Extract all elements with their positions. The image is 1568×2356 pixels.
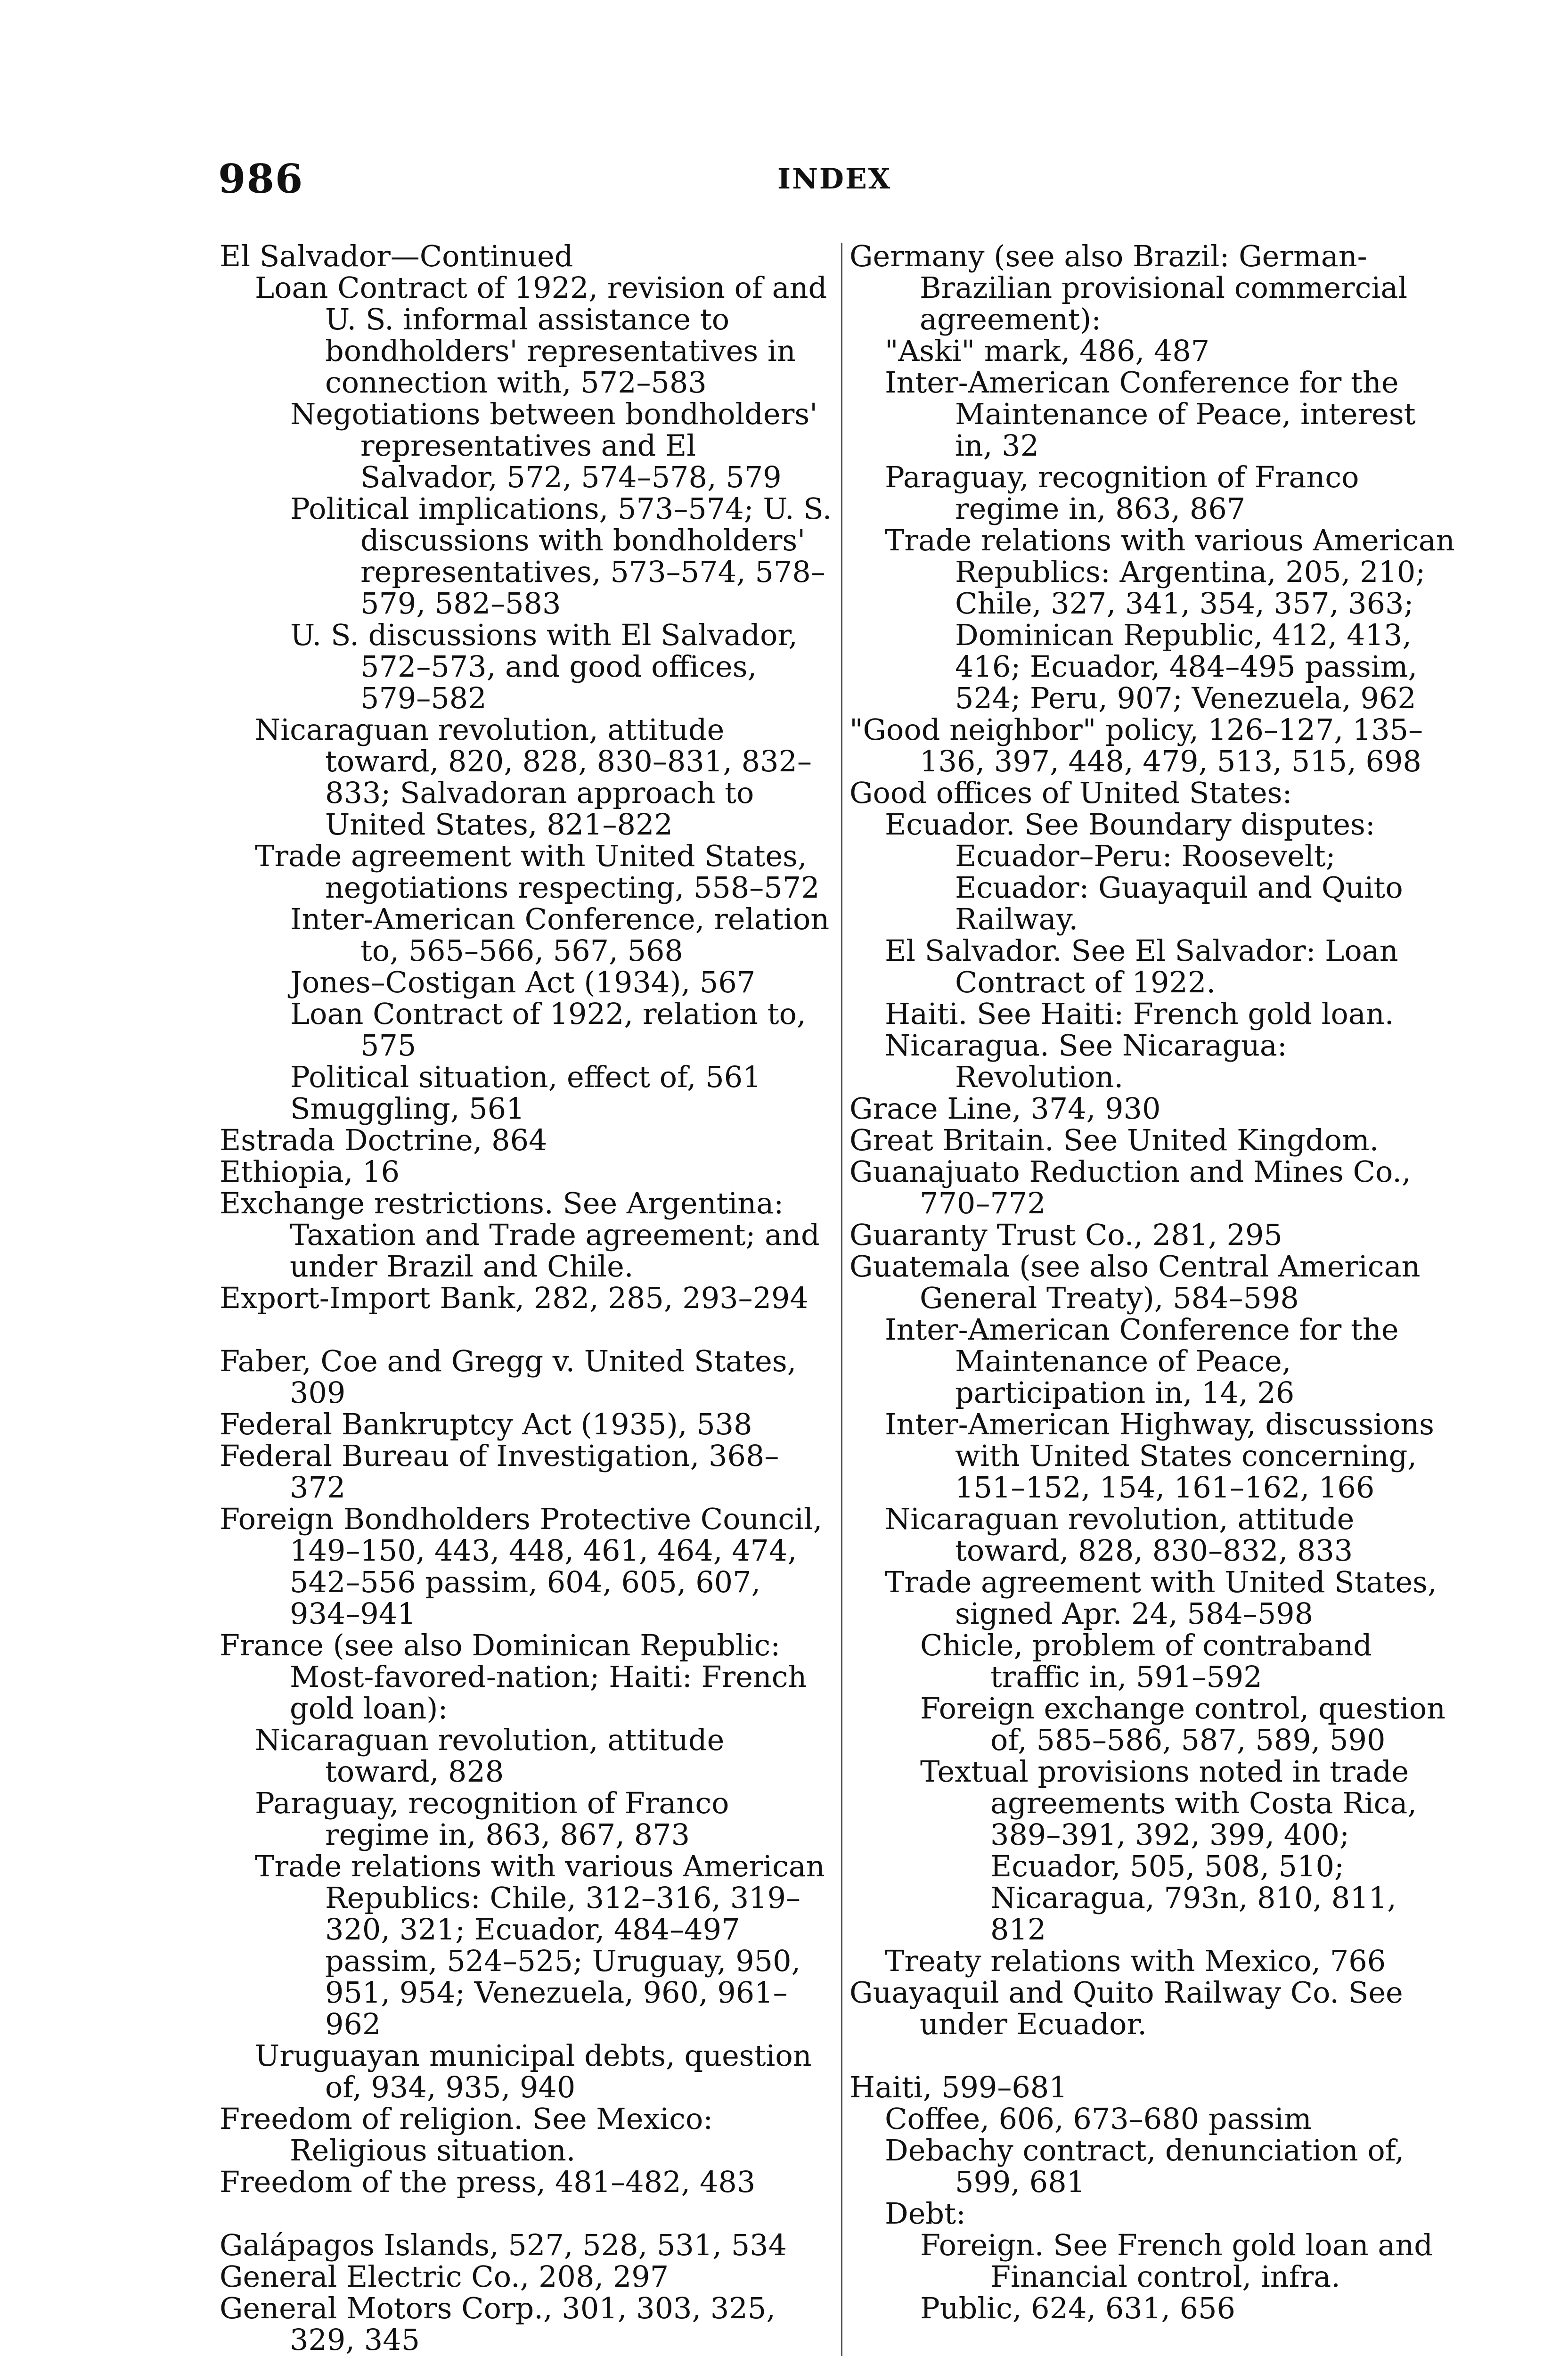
index-entry-text: Inter-American Highway, discussions with United States concerning, 151–152, 154, 161–162, 166 bbox=[885, 1407, 1444, 1505]
index-entry bbox=[849, 2071, 1457, 2103]
index-entry-text: Nicaragua. See Nicaragua: Revolution. bbox=[885, 1028, 1297, 1094]
index-entry-text: Guayaquil and Quito Railway Co. See under Ecuador. bbox=[849, 1975, 1413, 2041]
index-entry bbox=[220, 2261, 832, 2292]
index-entry-text: Political implications, 573–574; U. S. discussions with bondholders' representatives, 573–574, 578–579, 582–583 bbox=[290, 491, 841, 621]
index-entry-text: Negotiations between bondholders' representatives and El Salvador, 572, 574–578, 579 bbox=[290, 397, 827, 494]
index-entry bbox=[220, 619, 832, 714]
index-entry-text: France (see also Dominican Republic: Most-favored-nation; Haiti: French gold loan): bbox=[220, 1628, 817, 1726]
index-entry-text: Trade agreement with United States, negotiations respecting, 558–572 bbox=[255, 839, 820, 905]
page-number: 986 bbox=[218, 155, 304, 202]
index-entry bbox=[849, 2198, 1457, 2229]
index-entry bbox=[849, 1756, 1457, 1945]
running-title: INDEX bbox=[777, 163, 892, 196]
index-entry bbox=[220, 966, 832, 998]
index-entry-text: General Motors Corp., 301, 303, 325, 329, 345 bbox=[220, 2291, 785, 2356]
index-entry bbox=[849, 1566, 1457, 1629]
index-entry bbox=[849, 1408, 1457, 1503]
index-entry bbox=[220, 491, 841, 621]
index-entry bbox=[849, 1945, 1457, 1977]
index-entry-text: Trade agreement with United States, signed Apr. 24, 584–598 bbox=[885, 1565, 1446, 1631]
index-entry bbox=[220, 1629, 832, 1724]
index-entry-text: Ethiopia, 16 bbox=[220, 1154, 400, 1189]
index-entry-text: Foreign exchange control, question of, 585–586, 587, 589, 590 bbox=[920, 1691, 1455, 1757]
index-entry-text: Loan Contract of 1922, revision of and U. S. informal assistance to bondholders' representatives in connection with, 572–583 bbox=[255, 270, 836, 400]
index-entry-text: Textual provisions noted in trade agreements with Costa Rica, 389–391, 392, 399, 400; Ecuador, 505, 508, 510; Nicaragua, 793n, 810, 811, 812 bbox=[920, 1754, 1426, 1947]
index-entry bbox=[849, 1629, 1457, 1693]
index-entry-text: Debt: bbox=[885, 2196, 966, 2231]
index-entry bbox=[220, 902, 839, 968]
index-entry bbox=[220, 998, 832, 1061]
index-entry-text: Foreign. See French gold loan and Financial control, infra. bbox=[920, 2228, 1442, 2294]
index-entry-text: Export-Import Bank, 282, 285, 293–294 bbox=[220, 1281, 808, 1315]
index-entry bbox=[849, 240, 1457, 335]
index-entry-text: Smuggling, 561 bbox=[290, 1091, 525, 1126]
index-entry-text: "Good neighbor" policy, 126–127, 135–136, 397, 448, 479, 513, 515, 698 bbox=[849, 712, 1423, 778]
index-entry-text: U. S. discussions with El Salvador, 572–573, and good offices, 579–582 bbox=[290, 618, 807, 715]
index-entry bbox=[220, 714, 832, 840]
index-entry-text: Exchange restrictions. See Argentina: Taxation and Trade agreement; and under Brazil and Chile. bbox=[220, 1186, 829, 1284]
index-entry-text: Coffee, 606, 673–680 passim bbox=[885, 2102, 1312, 2136]
index-entry-text: Germany (see also Brazil: German-Brazilian provisional commercial agreement): bbox=[849, 239, 1417, 336]
index-entry-text: Nicaraguan revolution, attitude toward, 820, 828, 830–831, 832–833; Salvadoran approach to United States, 821–822 bbox=[255, 712, 812, 842]
index-entry bbox=[220, 1093, 832, 1124]
index-entry bbox=[220, 1440, 832, 1503]
index-entry-text: Treaty relations with Mexico, 766 bbox=[885, 1944, 1386, 1978]
index-entry bbox=[849, 1124, 1457, 1156]
index-entry-text: Ecuador. See Boundary disputes: Ecuador–Peru: Roosevelt; Ecuador: Guayaquil and Quito Railway. bbox=[885, 807, 1413, 936]
index-column-right bbox=[849, 239, 1464, 2325]
index-entry-text: Inter-American Conference for the Maintenance of Peace, interest in, 32 bbox=[885, 365, 1425, 463]
index-entry bbox=[849, 523, 1464, 715]
index-entry-text: Paraguay, recognition of Franco regime in, 863, 867, 873 bbox=[255, 1786, 739, 1852]
index-entry bbox=[220, 1850, 832, 2040]
index-entry bbox=[849, 809, 1457, 935]
index-entry-text: Freedom of the press, 481–482, 483 bbox=[220, 2165, 756, 2199]
index-entry bbox=[220, 1724, 832, 1787]
index-entry-text: General Electric Co., 208, 297 bbox=[220, 2259, 669, 2294]
index-entry-text: Galápagos Islands, 527, 528, 531, 534 bbox=[220, 2228, 787, 2262]
index-entry-text: Great Britain. See United Kingdom. bbox=[849, 1123, 1379, 1157]
index-entry-text: Federal Bureau of Investigation, 368–372 bbox=[220, 1439, 779, 1505]
index-entry bbox=[220, 1282, 832, 1314]
index-entry bbox=[849, 1156, 1457, 1219]
index-entry bbox=[849, 1030, 1457, 1093]
index-entry-text: Grace Line, 374, 930 bbox=[849, 1091, 1161, 1126]
index-entry bbox=[849, 998, 1457, 1030]
index-entry bbox=[849, 2135, 1457, 2198]
index-entry-text: Guanajuato Reduction and Mines Co., 770–772 bbox=[849, 1154, 1421, 1220]
index-entry bbox=[849, 367, 1457, 461]
index-entry-text: Trade relations with various American Republics: Argentina, 205, 210; Chile, 327, 341, 354, 357, 363; Dominican Republic, 412, 413, 416; Ecuador, 484–495 passim, 524; Peru, 907; Venezuela, 962 bbox=[885, 523, 1464, 715]
index-entry bbox=[849, 461, 1457, 524]
index-entry bbox=[849, 1693, 1457, 1756]
index-entry bbox=[220, 1408, 832, 1440]
index-entry bbox=[220, 270, 836, 400]
index-entry-text: Haiti, 599–681 bbox=[849, 2070, 1068, 2104]
index-entry-text: El Salvador—Continued bbox=[220, 239, 573, 273]
index-column-left bbox=[220, 239, 841, 2356]
index-entry-text: Guaranty Trust Co., 281, 295 bbox=[849, 1218, 1282, 1252]
index-entry-text: El Salvador. See El Salvador: Loan Contract of 1922. bbox=[885, 933, 1408, 999]
index-entry bbox=[849, 935, 1457, 998]
index-entry bbox=[220, 1156, 832, 1187]
index-entry bbox=[220, 1345, 832, 1408]
index-entry-text: Good offices of United States: bbox=[849, 776, 1292, 810]
index-entry bbox=[220, 240, 832, 272]
index-entry bbox=[849, 1251, 1457, 1314]
index-entry-text: Uruguayan municipal debts, question of, 934, 935, 940 bbox=[255, 2038, 821, 2104]
index-entry bbox=[220, 2103, 832, 2166]
index-entry bbox=[849, 1314, 1457, 1408]
index-entry-text: Inter-American Conference for the Maintenance of Peace, participation in, 14, 26 bbox=[885, 1312, 1408, 1410]
index-entry-text: Paraguay, recognition of Franco regime in, 863, 867 bbox=[885, 460, 1369, 526]
index-entry bbox=[849, 1503, 1457, 1566]
index-entry bbox=[849, 2103, 1457, 2135]
index-entry bbox=[849, 335, 1457, 367]
index-entry bbox=[849, 1093, 1457, 1124]
index-entry-text: Jones–Costigan Act (1934), 567 bbox=[290, 965, 756, 999]
index-entry bbox=[849, 777, 1457, 809]
index-entry bbox=[220, 1061, 832, 1093]
index-entry-text: Political situation, effect of, 561 bbox=[290, 1060, 761, 1094]
index-entry bbox=[849, 714, 1457, 777]
index-entry bbox=[220, 2229, 832, 2261]
index-entry-text: "Aski" mark, 486, 487 bbox=[885, 334, 1210, 368]
index-entry-text: Nicaraguan revolution, attitude toward, 828, 830–832, 833 bbox=[885, 1502, 1364, 1568]
index-entry bbox=[220, 398, 832, 493]
index-entry bbox=[220, 1787, 832, 1850]
index-entry-text: Inter-American Conference, relation to, 565–566, 567, 568 bbox=[290, 902, 839, 968]
index-entry-text: Chicle, problem of contraband traffic in, 591–592 bbox=[920, 1628, 1381, 1694]
index-entry bbox=[849, 2229, 1457, 2292]
index-entry-text: Loan Contract of 1922, relation to, 575 bbox=[290, 997, 816, 1063]
index-entry bbox=[220, 840, 832, 903]
index-entry bbox=[849, 2292, 1457, 2324]
index-entry-text: Public, 624, 631, 656 bbox=[920, 2291, 1235, 2325]
index-entry-text: Freedom of religion. See Mexico: Religious situation. bbox=[220, 2102, 722, 2168]
index-entry bbox=[220, 1503, 832, 1629]
index-entry bbox=[220, 2040, 832, 2103]
index-entry-text: Foreign Bondholders Protective Council, 149–150, 443, 448, 461, 464, 474, 542–556 passim, 604, 605, 607, 934–941 bbox=[220, 1502, 832, 1631]
index-entry-text: Faber, Coe and Gregg v. United States, 309 bbox=[220, 1344, 806, 1410]
index-entry-text: Debachy contract, denunciation of, 599, 681 bbox=[885, 2133, 1413, 2199]
column-divider bbox=[841, 243, 842, 2356]
index-entry bbox=[849, 1219, 1457, 1251]
index-entry-text: Estrada Doctrine, 864 bbox=[220, 1123, 547, 1157]
index-entry-text: Haiti. See Haiti: French gold loan. bbox=[885, 997, 1394, 1031]
index-entry bbox=[220, 2166, 832, 2198]
index-entry-text: Federal Bankruptcy Act (1935), 538 bbox=[220, 1407, 752, 1441]
index-entry-text: Nicaraguan revolution, attitude toward, 828 bbox=[255, 1723, 734, 1789]
index-entry-text: Guatemala (see also Central American General Treaty), 584–598 bbox=[849, 1249, 1430, 1315]
index-entry-text: Trade relations with various American Republics: Chile, 312–316, 319–320, 321; Ecuador, 484–497 passim, 524–525; Uruguay, 950, 951, 954; Venezuela, 960, 961–962 bbox=[255, 1849, 834, 2041]
index-entry bbox=[220, 2292, 832, 2356]
index-entry bbox=[220, 1187, 832, 1282]
index-entry bbox=[849, 1977, 1457, 2040]
index-entry bbox=[220, 1124, 832, 1156]
